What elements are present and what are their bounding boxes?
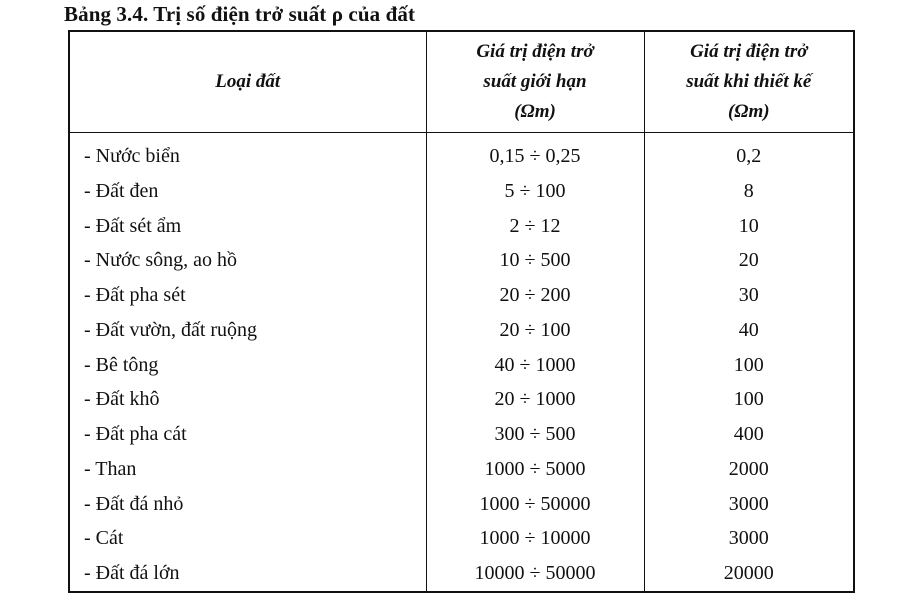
design-value-cell: 8: [644, 174, 854, 209]
header-design-line1: Giá trị điện trở: [690, 41, 808, 62]
table-caption: Bảng 3.4. Trị số điện trở suất ρ của đất: [64, 2, 416, 26]
table-row: [69, 313, 854, 348]
design-value-cell: 0,2: [644, 133, 854, 174]
soil-name-cell: - Đất đá lớn: [69, 556, 426, 592]
table-row: [69, 133, 854, 174]
soil-name-cell: - Đất đá nhỏ: [69, 487, 426, 522]
table-row: [69, 417, 854, 452]
header-limit-line2: suất giới hạn: [483, 71, 587, 92]
limit-value-cell: 2 ÷ 12: [426, 209, 644, 244]
limit-value-cell: 1000 ÷ 5000: [426, 452, 644, 487]
design-value-cell: 20: [644, 243, 854, 278]
header-limit-line1: Giá trị điện trở: [476, 41, 594, 62]
soil-name-cell: - Bê tông: [69, 348, 426, 383]
table-row: [69, 452, 854, 487]
header-row: [69, 31, 854, 133]
table-row: [69, 382, 854, 417]
header-soil-type: [69, 31, 426, 133]
limit-value-cell: 10 ÷ 500: [426, 243, 644, 278]
limit-value-cell: 300 ÷ 500: [426, 417, 644, 452]
design-value-cell: 100: [644, 348, 854, 383]
design-value-cell: 20000: [644, 556, 854, 592]
soil-name-cell: - Đất đen: [69, 174, 426, 209]
table-row: [69, 556, 854, 592]
design-value-cell: 100: [644, 382, 854, 417]
table-row: [69, 174, 854, 209]
design-value-cell: 30: [644, 278, 854, 313]
design-value-cell: 3000: [644, 521, 854, 556]
limit-value-cell: 0,15 ÷ 0,25: [426, 133, 644, 174]
table-row: [69, 348, 854, 383]
soil-name-cell: - Đất vườn, đất ruộng: [69, 313, 426, 348]
table-body: [69, 133, 854, 593]
header-design-line2: suất khi thiết kế: [686, 71, 812, 92]
soil-name-cell: - Than: [69, 452, 426, 487]
table-row: [69, 243, 854, 278]
design-value-cell: 10: [644, 209, 854, 244]
limit-value-cell: 1000 ÷ 50000: [426, 487, 644, 522]
soil-name-cell: - Đất sét ẩm: [69, 209, 426, 244]
limit-value-cell: 20 ÷ 200: [426, 278, 644, 313]
resistivity-table: [68, 30, 855, 593]
design-value-cell: 400: [644, 417, 854, 452]
soil-name-cell: - Đất pha cát: [69, 417, 426, 452]
limit-value-cell: 20 ÷ 100: [426, 313, 644, 348]
header-limit-resistivity: [426, 31, 644, 133]
table-row: [69, 487, 854, 522]
design-value-cell: 2000: [644, 452, 854, 487]
soil-name-cell: - Cát: [69, 521, 426, 556]
limit-value-cell: 20 ÷ 1000: [426, 382, 644, 417]
table-row: [69, 521, 854, 556]
limit-value-cell: 5 ÷ 100: [426, 174, 644, 209]
header-soil-type-label: Loại đất: [215, 71, 281, 92]
design-value-cell: 3000: [644, 487, 854, 522]
limit-value-cell: 1000 ÷ 10000: [426, 521, 644, 556]
table-row: [69, 278, 854, 313]
soil-name-cell: - Đất pha sét: [69, 278, 426, 313]
header-design-resistivity: [644, 31, 854, 133]
limit-value-cell: 10000 ÷ 50000: [426, 556, 644, 592]
header-design-unit: (Ωm): [727, 101, 770, 122]
table-row: [69, 209, 854, 244]
limit-value-cell: 40 ÷ 1000: [426, 348, 644, 383]
header-limit-unit: (Ωm): [514, 101, 556, 122]
soil-name-cell: - Nước sông, ao hồ: [69, 243, 426, 278]
soil-name-cell: - Nước biển: [69, 133, 426, 174]
soil-name-cell: - Đất khô: [69, 382, 426, 417]
table-header: [69, 31, 854, 133]
design-value-cell: 40: [644, 313, 854, 348]
